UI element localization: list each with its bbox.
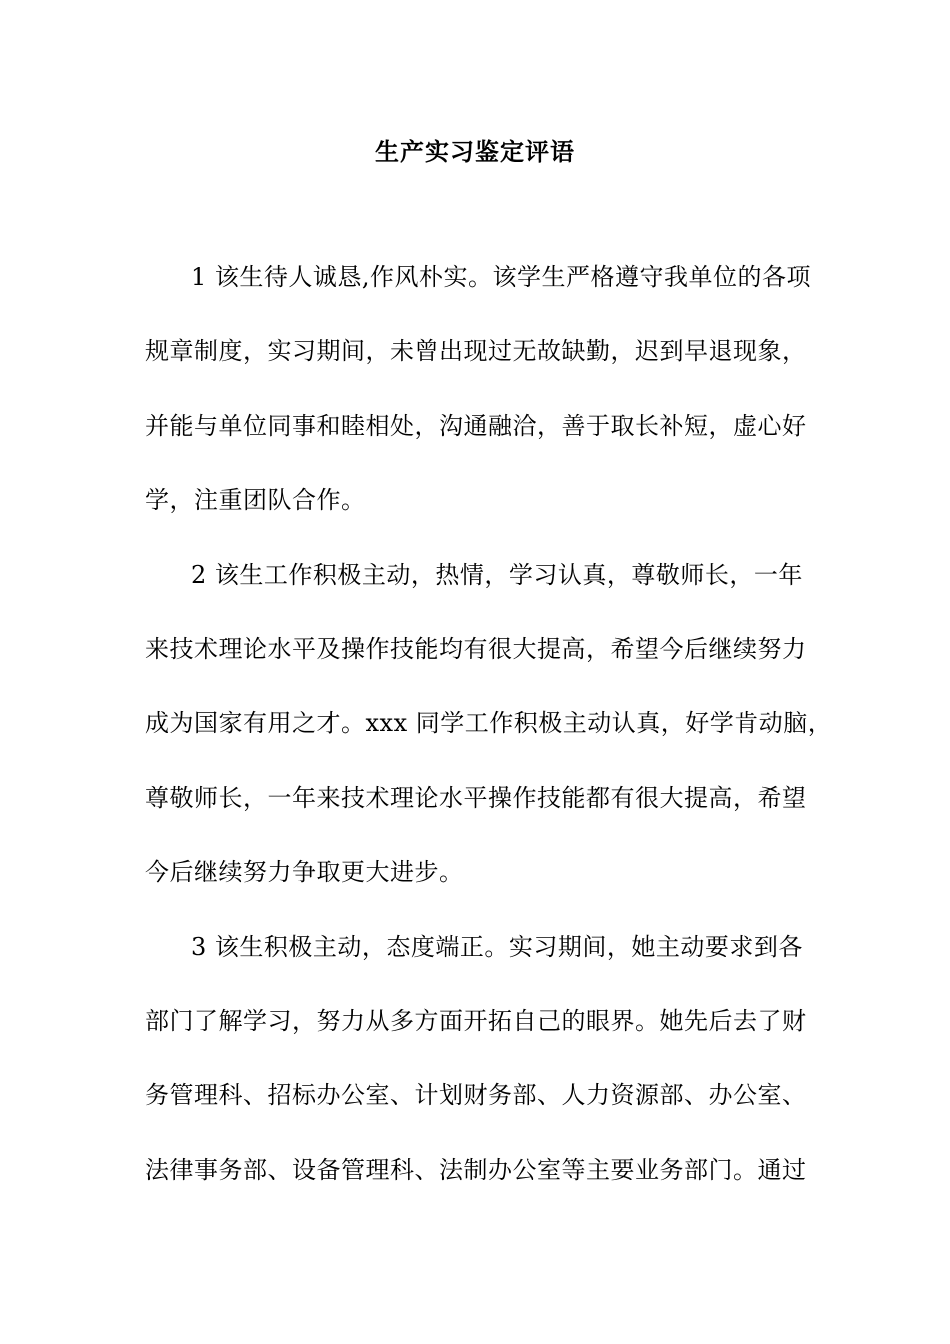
body-line: 法律事务部、设备管理科、法制办公室等主要业务部门。通过 (145, 1155, 807, 1184)
body-line: 尊敬师长，一年来技术理论水平操作技能都有很大提高，希望 (145, 783, 807, 812)
body-line: 3 该生积极主动，态度端正。实习期间，她主动要求到各 (191, 932, 803, 961)
body-line: 规章制度，实习期间，未曾出现过无故缺勤，迟到早退现象， (145, 337, 807, 366)
body-line: 2 该生工作积极主动，热情，学习认真，尊敬师长，一年 (191, 560, 803, 589)
body-line: 学，注重团队合作。 (145, 486, 366, 515)
body-line: 并能与单位同事和睦相处，沟通融洽，善于取长补短，虚心好 (145, 411, 807, 440)
document-title: 生产实习鉴定评语 (375, 137, 575, 166)
body-line: 来技术理论水平及操作技能均有很大提高，希望今后继续努力 (145, 634, 807, 663)
body-line: 务管理科、招标办公室、计划财务部、人力资源部、办公室、 (145, 1081, 807, 1110)
document-body (145, 253, 835, 1220)
body-line: 部门了解学习，努力从多方面开拓自己的眼界。她先后去了财 (145, 1006, 807, 1035)
body-line: 成为国家有用之才。xxx 同学工作积极主动认真，好学肯动脑， (145, 709, 833, 738)
body-line: 今后继续努力争取更大进步。 (145, 858, 464, 887)
body-line: 1 该生待人诚恳,作风朴实。该学生严格遵守我单位的各项 (191, 263, 812, 291)
